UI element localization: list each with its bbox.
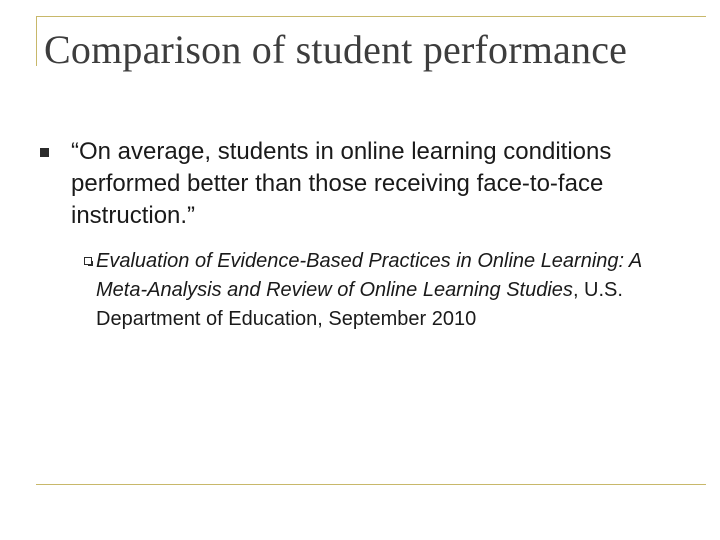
hollow-square-bullet-icon — [84, 257, 92, 265]
bottom-frame-line — [36, 484, 706, 485]
quote-text: “On average, students in online learning conditions performed better than those receiving face-to-face instruction.” — [71, 138, 612, 229]
citation-title: Evaluation of Evidence-Based Practices in Online Learning: A Meta-Analysis and Review of Online Learning Studies — [96, 250, 642, 301]
citation-publisher: , U.S. Department of Education, September 2010 — [96, 279, 623, 330]
citation-text — [96, 247, 666, 334]
filled-square-bullet-icon — [40, 148, 49, 157]
slide-title: Comparison of student performance — [44, 27, 628, 72]
top-frame-line — [36, 16, 706, 17]
left-frame-line — [36, 16, 37, 66]
